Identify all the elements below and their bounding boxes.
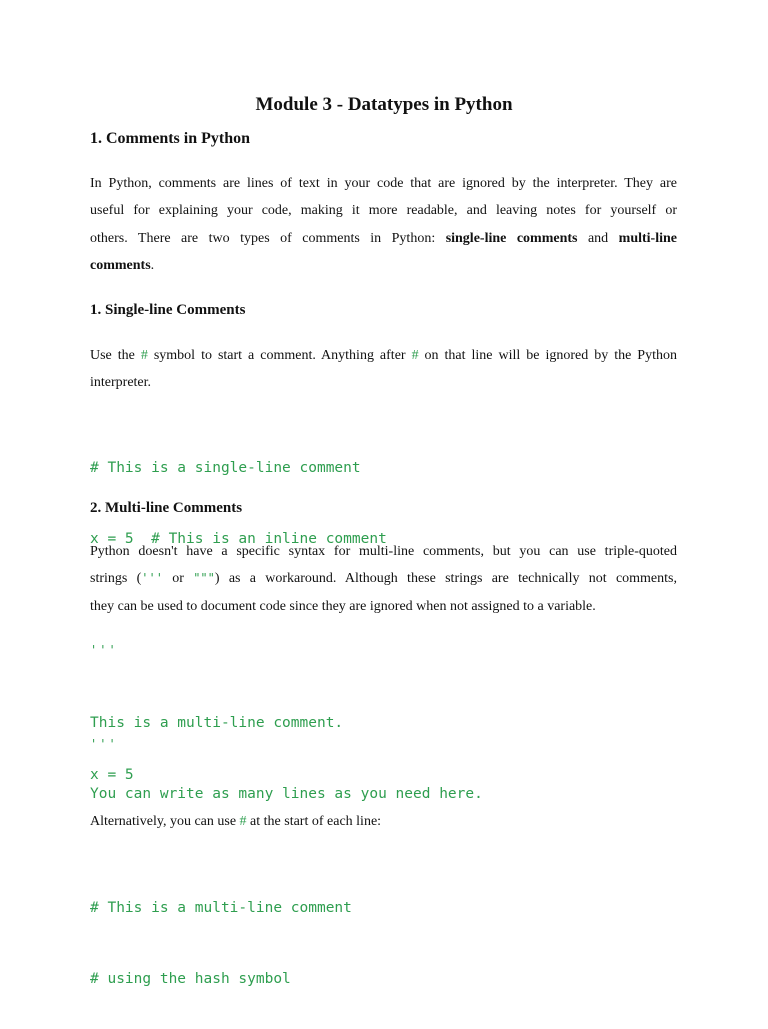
intro-period: . xyxy=(150,257,155,273)
single-line-paragraph xyxy=(90,342,677,397)
alt-text-pre: Alternatively, you can use xyxy=(90,814,240,829)
code-assignment-line: x = 5 xyxy=(90,767,134,783)
multi-line-text-2 xyxy=(90,565,677,592)
intro-paragraph xyxy=(90,170,677,279)
intro-line-4 xyxy=(90,252,677,279)
intro-line-3-text: others. There are two types of comments in Python: xyxy=(90,230,446,246)
intro-line-2: useful for explaining your code, making it more readable, and leaving notes for yourself or xyxy=(90,203,677,219)
multi-line-text-1: Python doesn't have a specific syntax for multi-line comments, but you can use triple-quoted xyxy=(90,544,677,559)
code-line: This is a multi-line comment. xyxy=(90,715,344,731)
alt-text-post: at the start of each line: xyxy=(246,814,382,829)
code-line: # This is a single-line comment xyxy=(90,460,361,476)
bold-multi-line: multi-line xyxy=(618,230,677,246)
code-line: x = 5 # This is an inline comment xyxy=(90,531,387,547)
hash-symbol-3: # xyxy=(239,814,247,829)
multi-line-text-3: they can be used to document code since they are ignored when not assigned to a variable. xyxy=(90,598,596,614)
alternative-paragraph xyxy=(90,808,677,835)
code-block-hash-comments xyxy=(90,858,352,1029)
intro-line-3-and: and xyxy=(577,230,619,246)
triple-double-quotes: """ xyxy=(193,571,215,586)
intro-line-3 xyxy=(90,225,677,252)
single-line-text-pre: Use the xyxy=(90,348,141,363)
hash-symbol-2: # xyxy=(411,348,419,363)
multi-line-text-2-pre: strings ( xyxy=(90,571,142,587)
single-line-text-mid: symbol to start a comment. Anything after xyxy=(147,348,412,363)
page-title: Module 3 - Datatypes in Python xyxy=(255,94,513,115)
code-open-quotes: ''' xyxy=(90,643,118,657)
single-line-text-post: on that line will be ignored by the Python xyxy=(418,348,677,363)
code-line: # This is a multi-line comment xyxy=(90,900,352,916)
multi-line-text-2-or: or xyxy=(162,571,194,587)
triple-single-quotes: ''' xyxy=(141,571,163,586)
multi-line-text-2-post: ) as a workaround. Although these strings are technically not comments, xyxy=(214,571,677,587)
hash-symbol-1: # xyxy=(140,348,148,363)
intro-line-1: In Python, comments are lines of text in your code that are ignored by the interpreter. They are xyxy=(90,176,677,191)
code-line: # using the hash symbol xyxy=(90,971,291,987)
multi-line-heading: 2. Multi-line Comments xyxy=(90,500,243,516)
single-line-text-1 xyxy=(90,342,677,369)
multi-line-paragraph xyxy=(90,538,677,620)
single-line-text-2: interpreter. xyxy=(90,375,152,391)
section-heading-comments: 1. Comments in Python xyxy=(90,130,251,147)
bold-comments: comments xyxy=(90,257,151,273)
code-line: You can write as many lines as you need here. xyxy=(90,786,483,802)
single-line-heading: 1. Single-line Comments xyxy=(90,302,246,318)
code-close-quotes: ''' xyxy=(90,737,118,751)
bold-single-line-comments: single-line comments xyxy=(445,230,578,246)
